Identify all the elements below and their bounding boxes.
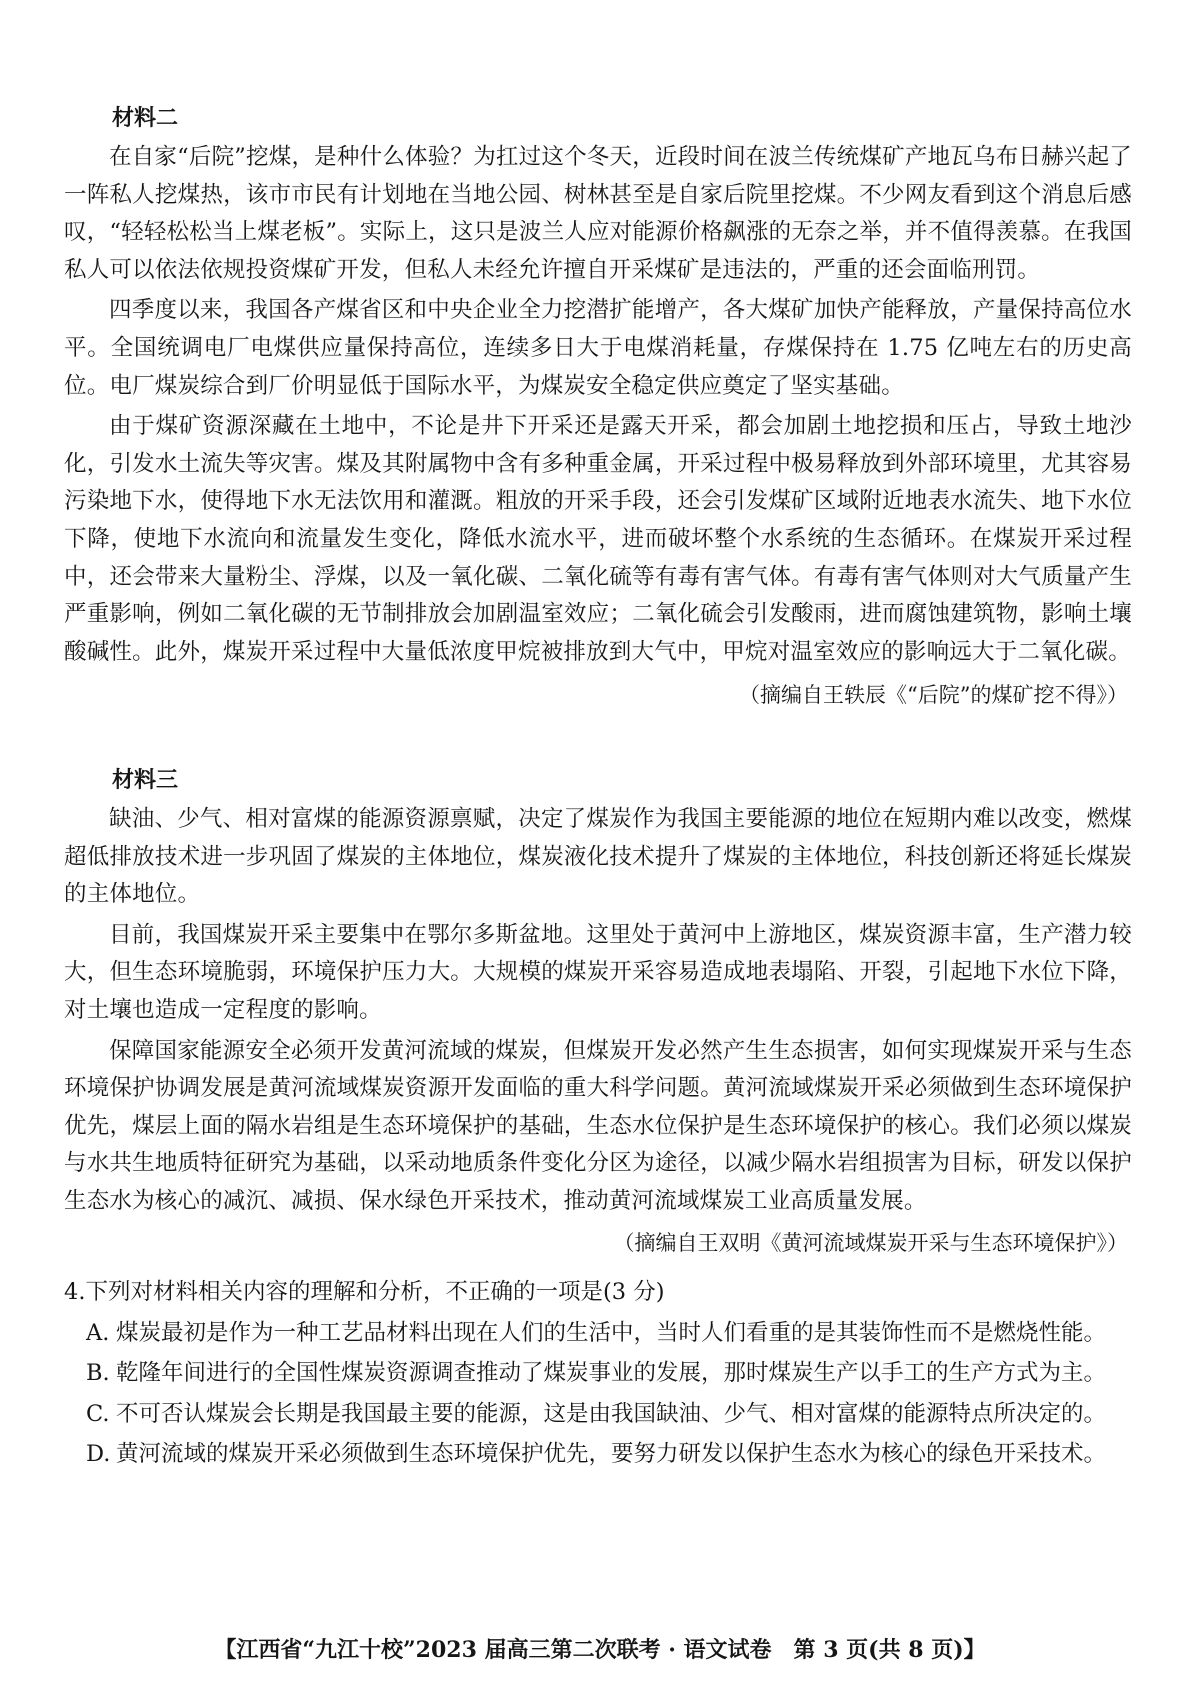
option-b-text: 乾隆年间进行的全国性煤炭资源调查推动了煤炭事业的发展，那时煤炭生产以手工的生产方式为主。 bbox=[116, 1360, 1107, 1387]
question-four-option-a bbox=[64, 1315, 1132, 1353]
option-c-text: 不可否认煤炭会长期是我国最主要的能源，这是由我国缺油、少气、相对富煤的能源特点所决定的。 bbox=[116, 1400, 1107, 1427]
option-d-text: 黄河流域的煤炭开采必须做到生态环境保护优先，要努力研发以保护生态水为核心的绿色开采技术。 bbox=[116, 1441, 1107, 1468]
question-four-option-b bbox=[64, 1355, 1132, 1393]
material-three-paragraph-2: 目前，我国煤炭开采主要集中在鄂尔多斯盆地。这里处于黄河中上游地区，煤炭资源丰富，生产潜力较大，但生态环境脆弱，环境保护压力大。大规模的煤炭开采容易造成地表塌陷、开裂，引起地下水位下降，对土壤也造成一定程度的影响。 bbox=[64, 921, 1132, 1023]
material-two-paragraph-1: 在自家“后院”挖煤，是种什么体验？为扛过这个冬天，近段时间在波兰传统煤矿产地瓦乌布日赫兴起了一阵私人挖煤热，该市市民有计划地在当地公园、树林甚至是自家后院里挖煤。不少网友看到这个消息后感叹，“轻轻松松当上煤老板”。实际上，这只是波兰人应对能源价格飙涨的无奈之举，并不值得羡慕。在我国私人可以依法依规投资煤矿开发，但私人未经允许擅自开采煤矿是违法的，严重的还会面临刑罚。 bbox=[64, 144, 1132, 283]
option-b-key: B. bbox=[86, 1360, 110, 1387]
question-four-stem: 4.下列对材料相关内容的理解和分析，不正确的一项是(3 分) bbox=[64, 1279, 665, 1305]
option-d-key: D. bbox=[86, 1441, 111, 1468]
question-four bbox=[64, 1274, 1132, 1474]
page-footer: 【江西省“九江十校”2023 届高三第二次联考 · 语文试卷 第 3 页(共 8 页)】 bbox=[214, 1637, 986, 1663]
material-two-heading: 材料二 bbox=[112, 105, 179, 131]
material-two-source: （摘编自王轶辰《“后院”的煤矿挖不得》） bbox=[739, 683, 1128, 708]
material-two-paragraph-3: 由于煤矿资源深藏在土地中，不论是井下开采还是露天开采，都会加剧土地挖损和压占，导致土地沙化，引发水土流失等灾害。煤及其附属物中含有多种重金属，开采过程中极易释放到外部环境里，尤其容易污染地下水，使得地下水无法饮用和灌溉。粗放的开采手段，还会引发煤矿区域附近地表水流失、地下水位下降，使地下水流向和流量发生变化，降低水流水平，进而破坏整个水系统的生态循环。在煤炭开采过程中，还会带来大量粉尘、浮煤，以及一氧化碳、二氧化硫等有毒有害气体。有毒有害气体则对大气质量产生严重影响，例如二氧化碳的无节制排放会加剧温室效应；二氧化硫会引发酸雨，进而腐蚀建筑物，影响土壤酸碱性。此外，煤炭开采过程中大量低浓度甲烷被排放到大气中，甲烷对温室效应的影响远大于二氧化碳。 bbox=[64, 413, 1132, 665]
material-two-paragraph-2: 四季度以来，我国各产煤省区和中央企业全力挖潜扩能增产，各大煤矿加快产能释放，产量保持高位水平。全国统调电厂电煤供应量保持高位，连续多日大于电煤消耗量，存煤保持在 1.75 亿吨左右的历史高位。电厂煤炭综合到厂价明显低于国际水平，为煤炭安全稳定供应奠定了坚实基础。 bbox=[64, 297, 1132, 399]
material-three-heading: 材料三 bbox=[112, 767, 179, 793]
question-four-option-d bbox=[64, 1436, 1132, 1474]
material-three-paragraph-1: 缺油、少气、相对富煤的能源资源禀赋，决定了煤炭作为我国主要能源的地位在短期内难以改变，燃煤超低排放技术进一步巩固了煤炭的主体地位，煤炭液化技术提升了煤炭的主体地位，科技创新还将延长煤炭的主体地位。 bbox=[64, 806, 1132, 908]
material-three bbox=[64, 763, 1132, 1261]
material-two bbox=[64, 101, 1132, 713]
option-a-text: 煤炭最初是作为一种工艺品材料出现在人们的生活中，当时人们看重的是其装饰性而不是燃烧性能。 bbox=[116, 1319, 1107, 1346]
material-three-paragraph-3: 保障国家能源安全必须开发黄河流域的煤炭，但煤炭开发必然产生生态损害，如何实现煤炭开采与生态环境保护协调发展是黄河流域煤炭资源开发面临的重大科学问题。黄河流域煤炭开采必须做到生态环境保护优先，煤层上面的隔水岩组是生态环境保护的基础，生态水位保护是生态环境保护的核心。我们必须以煤炭与水共生地质特征研究为基础，以采动地质条件变化分区为途径，以减少隔水岩组损害为目标，研发以保护生态水为核心的减沉、减损、保水绿色开采技术，推动黄河流域煤炭工业高质量发展。 bbox=[64, 1037, 1132, 1214]
material-three-source: （摘编自王双明《黄河流域煤炭开采与生态环境保护》） bbox=[613, 1230, 1128, 1255]
question-four-option-c bbox=[64, 1396, 1132, 1434]
option-a-key: A. bbox=[86, 1319, 110, 1346]
option-c-key: C. bbox=[86, 1400, 110, 1427]
